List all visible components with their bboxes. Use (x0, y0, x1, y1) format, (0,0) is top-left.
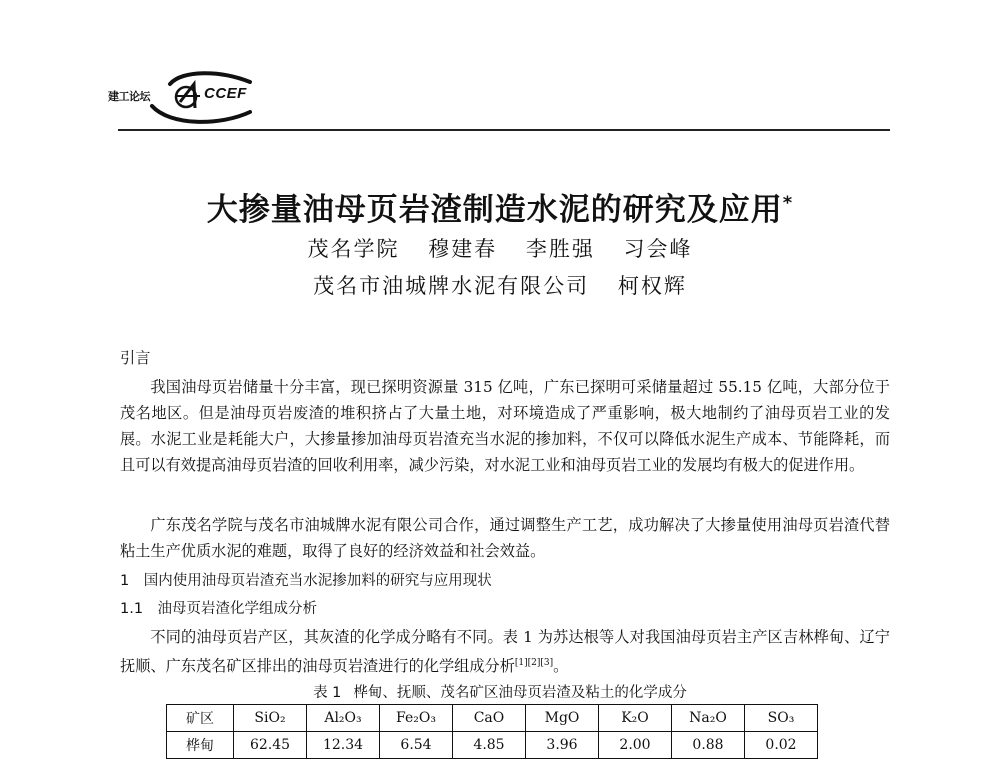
table-header-cell: Fe₂O₃ (380, 705, 453, 732)
intro-heading: 引言 (120, 349, 151, 367)
paragraph (120, 512, 890, 564)
table-cell: 0.88 (672, 732, 745, 759)
table-cell: 4.85 (453, 732, 526, 759)
citation-refs: [1][2][3] (514, 658, 554, 668)
logo-text-en: CCEF (204, 85, 247, 102)
paragraph-end: 。 (553, 657, 569, 676)
affiliation: 茂名市油城牌水泥有限公司 (313, 274, 590, 298)
table-row (167, 732, 818, 759)
author-name: 柯权辉 (617, 274, 687, 298)
table-caption-number: 表 1 (313, 685, 342, 701)
header-rule (118, 129, 890, 131)
chemical-composition-table (166, 704, 818, 759)
table-header-cell: SiO₂ (234, 705, 307, 732)
table-header-cell: Al₂O₃ (307, 705, 380, 732)
table-cell: 62.45 (234, 732, 307, 759)
subsection-heading: 1.1 油母页岩渣化学组成分析 (120, 601, 318, 617)
author-name: 穆建春 (428, 237, 498, 261)
table-header-cell: 矿区 (167, 705, 234, 732)
table-header-cell: Na₂O (672, 705, 745, 732)
table-header-cell: MgO (526, 705, 599, 732)
paragraph-text: 我国油母页岩储量十分丰富，现已探明资源量 315 亿吨，广东已探明可采储量超过 55.15 亿吨，大部分位于茂名地区。但是油母页岩废渣的堆积挤占了大量土地，对环境造成了严重影响，极大地制约了油母页岩工业的发展。水泥工业是耗能大户，大掺量掺加油母页岩渣充当水泥的掺加料，不仅可以降低水泥生产成本、节能降耗，而且可以有效提高油母页岩渣的回收利用率，减少污染，对水泥工业和油母页岩工业的发展均有极大的促进作用。 (120, 378, 890, 474)
table-header-row (167, 705, 818, 732)
table-caption (0, 681, 1000, 702)
author-line-1 (0, 233, 1000, 263)
author-line-2 (0, 270, 1000, 300)
table-cell: 0.02 (745, 732, 818, 759)
table-header-cell: SO₃ (745, 705, 818, 732)
author-name: 习会峰 (623, 237, 693, 261)
table-cell: 6.54 (380, 732, 453, 759)
table-header-cell: CaO (453, 705, 526, 732)
table-cell: 2.00 (599, 732, 672, 759)
paper-title-text: 大掺量油母页岩渣制造水泥的研究及应用 (206, 192, 783, 228)
section-heading: 1 国内使用油母页岩渣充当水泥掺加料的研究与应用现状 (120, 573, 492, 589)
paragraph-text: 广东茂名学院与茂名市油城牌水泥有限公司合作，通过调整生产工艺，成功解决了大掺量使用油母页岩渣代替粘土生产优质水泥的难题，取得了良好的经济效益和社会效益。 (120, 516, 890, 560)
author-name: 李胜强 (525, 237, 595, 261)
paragraph (120, 624, 890, 679)
logo-text-cn: 建工论坛 (108, 90, 150, 103)
title-footnote-mark: * (782, 192, 794, 214)
affiliation: 茂名学院 (307, 237, 400, 261)
table-cell: 12.34 (307, 732, 380, 759)
table-cell: 3.96 (526, 732, 599, 759)
table-header-cell: K₂O (599, 705, 672, 732)
paper-title (0, 184, 1000, 229)
table-caption-text: 桦甸、抚顺、茂名矿区油母页岩渣及粘土的化学成分 (353, 685, 687, 701)
paragraph-text (120, 624, 890, 679)
table-cell: 桦甸 (167, 732, 234, 759)
paragraph-body: 不同的油母页岩产区，其灰渣的化学成分略有不同。表 1 为苏达根等人对我国油母页岩主产区吉林桦甸、辽宁抚顺、广东茂名矿区排出的油母页岩渣进行的化学组成分析 (120, 628, 890, 676)
paragraph (120, 374, 890, 478)
